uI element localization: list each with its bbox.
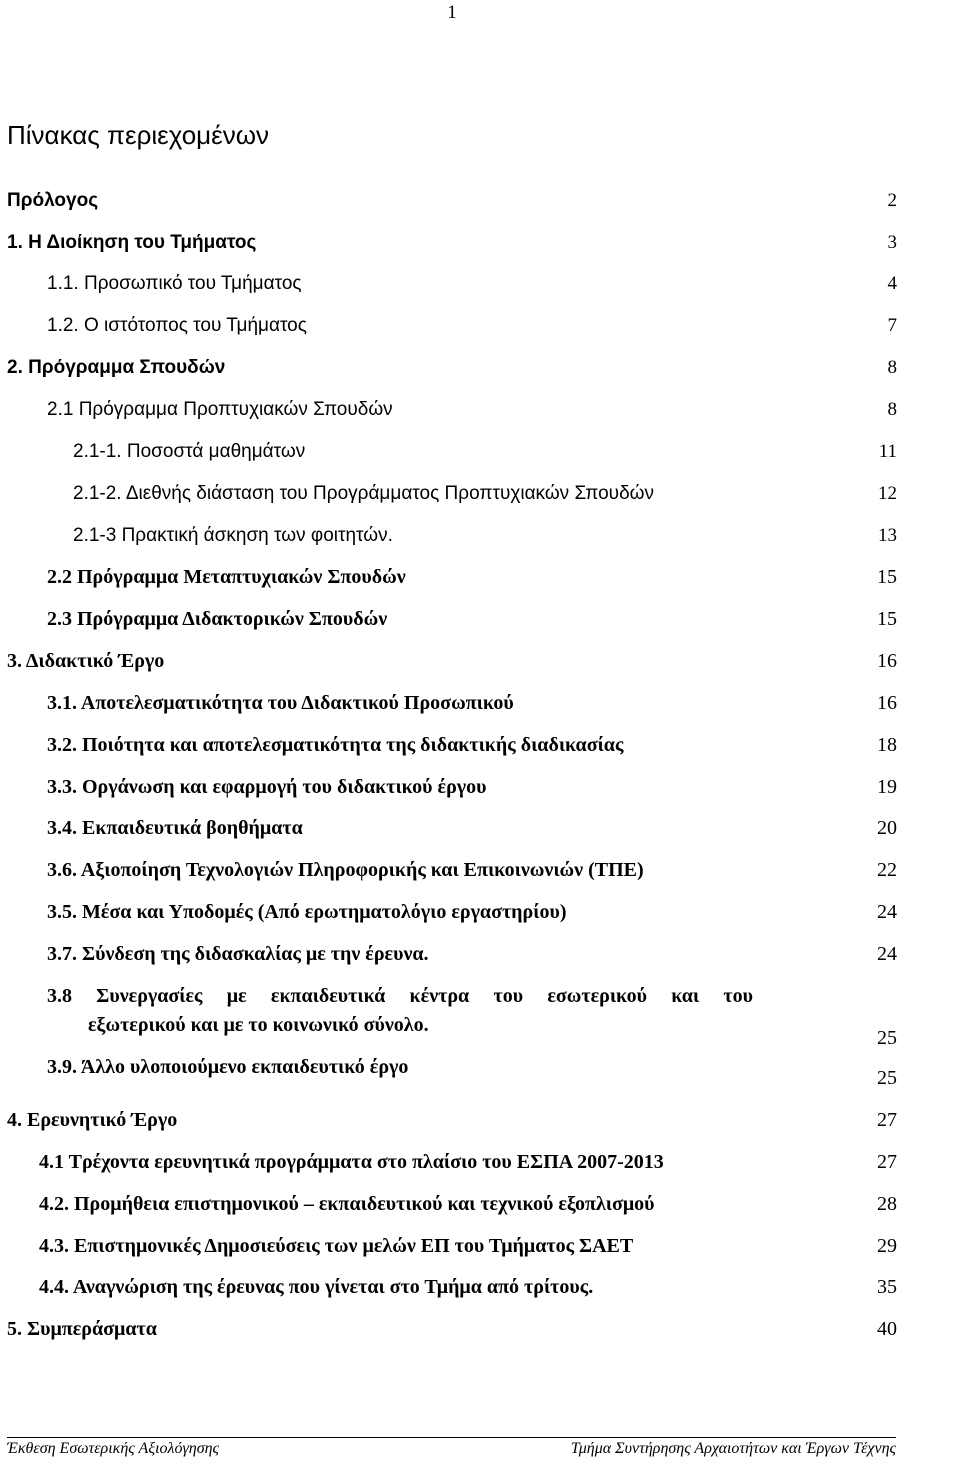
toc-entry-label: 3.4. Εκπαιδευτικά βοηθήματα (47, 817, 303, 839)
toc-entry-label: 2.1-3 Πρακτική άσκηση των φοιτητών. (73, 525, 393, 546)
toc-entry-5[interactable] (0, 1314, 960, 1344)
toc-entry-page: 25 (877, 1067, 897, 1089)
toc-entry-3-7[interactable] (0, 939, 960, 969)
toc-entry-label: 4.1 Τρέχοντα ερευνητικά προγράμματα στο πλαίσιο του ΕΣΠΑ 2007-2013 (39, 1151, 664, 1173)
toc-entry-page: 27 (877, 1151, 897, 1173)
footer-right-text: Τμήμα Συντήρησης Αρχαιοτήτων και Έργων Τέχνης (570, 1440, 896, 1457)
toc-entry-page: 27 (877, 1109, 897, 1131)
toc-entry-3[interactable] (0, 646, 960, 676)
toc-entry-label: 3.6. Αξιοποίηση Τεχνολογιών Πληροφορικής και Επικοινωνιών (ΤΠΕ) (47, 859, 644, 881)
toc-entry-page: 12 (878, 483, 897, 504)
toc-entry-2-3[interactable] (0, 604, 960, 634)
toc-entry-label: 2.1-2. Διεθνής διάσταση του Προγράμματος Προπτυχιακών Σπουδών (73, 483, 654, 504)
toc-entry-label: 3.2. Ποιότητα και αποτελεσματικότητα της διδακτικής διαδικασίας (47, 734, 624, 756)
toc-entry-1-2[interactable] (0, 311, 960, 341)
toc-entry-label: 3.7. Σύνδεση της διδασκαλίας με την έρευνα. (47, 943, 429, 965)
toc-entry-3-9[interactable] (0, 1052, 960, 1094)
toc-entry-label: 4.3. Επιστημονικές Δημοσιεύσεις των μελών ΕΠ του Τμήματος ΣΑΕΤ (39, 1235, 634, 1257)
page-footer (7, 1437, 896, 1457)
toc-entry-page: 15 (877, 566, 897, 588)
toc-entry-3-3[interactable] (0, 772, 960, 802)
toc-entry-3-1[interactable] (0, 688, 960, 718)
toc-entry-label: 2. Πρόγραμμα Σπουδών (7, 357, 226, 378)
toc-entry-4[interactable] (0, 1105, 960, 1135)
toc-entry-label: 4. Ερευνητικό Έργο (7, 1109, 178, 1131)
toc-entry-page: 16 (877, 692, 897, 714)
toc-entry-page: 29 (877, 1235, 897, 1257)
toc-entry-page: 3 (887, 232, 897, 253)
toc-entry-label: 3.5. Μέσα και Υποδομές (Από ερωτηματολόγιο εργαστηρίου) (47, 901, 567, 923)
toc-entry-3-4[interactable] (0, 813, 960, 843)
toc-entry-label: 1.2. Ο ιστότοπος του Τμήματος (47, 315, 307, 336)
page-number: 1 (447, 2, 457, 23)
toc-entry-2-1-2[interactable] (0, 479, 960, 509)
toc-entry-page: 8 (887, 399, 897, 420)
toc-entry-label: 5. Συμπεράσματα (7, 1318, 157, 1340)
toc-entry-label-line2: εξωτερικού και με το κοινωνικό σύνολο. (88, 1014, 429, 1036)
toc-entry-4-4[interactable] (0, 1272, 960, 1302)
footer-left-text: Έκθεση Εσωτερικής Αξιολόγησης (7, 1440, 220, 1457)
toc-entry-2-2[interactable] (0, 562, 960, 592)
toc-entry-page: 16 (877, 650, 897, 672)
toc-entry-page: 18 (877, 734, 897, 756)
toc-entry-4-1[interactable] (0, 1147, 960, 1177)
toc-entry-2[interactable] (0, 353, 960, 383)
toc-entry-page: 40 (877, 1318, 897, 1340)
toc-entry-label: 2.1 Πρόγραμμα Προπτυχιακών Σπουδών (47, 399, 393, 420)
toc-entry-label: 3.1. Αποτελεσματικότητα του Διδακτικού Προσωπικού (47, 692, 514, 714)
toc-entry-page: 20 (877, 817, 897, 839)
toc-entry-4-2[interactable] (0, 1189, 960, 1219)
toc-entry-page: 25 (877, 1027, 897, 1049)
toc-entry-label: 1. Η Διοίκηση του Τμήματος (7, 232, 257, 253)
toc-entry-2-1-1[interactable] (0, 437, 960, 467)
toc-entry-label-line1: 3.8 Συνεργασίες με εκπαιδευτικά κέντρα του εσωτερικού και του (47, 985, 753, 1007)
toc-entry-prologue[interactable] (0, 186, 960, 216)
toc-entry-label: 3.9. Άλλο υλοποιούμενο εκπαιδευτικό έργο (47, 1056, 409, 1078)
toc-entry-page: 7 (887, 315, 897, 336)
toc-entry-page: 24 (877, 943, 897, 965)
toc-entry-page: 35 (877, 1276, 897, 1298)
toc-entry-page: 28 (877, 1193, 897, 1215)
toc-entry-3-6[interactable] (0, 855, 960, 885)
toc-entry-page: 11 (878, 441, 897, 462)
toc-entry-1-1[interactable] (0, 269, 960, 299)
toc-entry-label: 2.2 Πρόγραμμα Μεταπτυχιακών Σπουδών (47, 566, 406, 588)
toc-entry-label: 2.3 Πρόγραμμα Διδακτορικών Σπουδών (47, 608, 388, 630)
toc-entry-1[interactable] (0, 228, 960, 258)
toc-entry-label: 4.2. Προμήθεια επιστημονικού – εκπαιδευτικού και τεχνικού εξοπλισμού (39, 1193, 655, 1215)
toc-entry-page: 19 (877, 776, 897, 798)
toc-entry-label: 3. Διδακτικό Έργο (7, 650, 165, 672)
toc-entry-3-5[interactable] (0, 897, 960, 927)
toc-entry-page: 22 (877, 859, 897, 881)
toc-entry-page: 2 (887, 190, 897, 211)
toc-entry-page: 4 (887, 273, 897, 294)
page-title: Πίνακας περιεχομένων (7, 120, 270, 150)
toc-entry-page: 8 (887, 357, 897, 378)
toc-entry-4-3[interactable] (0, 1231, 960, 1261)
toc-entry-3-2[interactable] (0, 730, 960, 760)
toc-entry-label: Πρόλογος (7, 190, 99, 211)
toc-entry-page: 13 (878, 525, 897, 546)
toc-entry-page: 24 (877, 901, 897, 923)
toc-entry-3-8[interactable] (0, 981, 960, 1053)
toc-entry-page: 15 (877, 608, 897, 630)
toc-entry-label: 1.1. Προσωπικό του Τμήματος (47, 273, 302, 294)
toc-entry-label: 2.1-1. Ποσοστά μαθημάτων (73, 441, 306, 462)
toc-entry-label: 4.4. Αναγνώριση της έρευνας που γίνεται στο Τμήμα από τρίτους. (39, 1276, 594, 1298)
toc-entry-2-1[interactable] (0, 395, 960, 425)
toc-entry-2-1-3[interactable] (0, 521, 960, 551)
toc-entry-label: 3.3. Οργάνωση και εφαρμογή του διδακτικού έργου (47, 776, 487, 798)
